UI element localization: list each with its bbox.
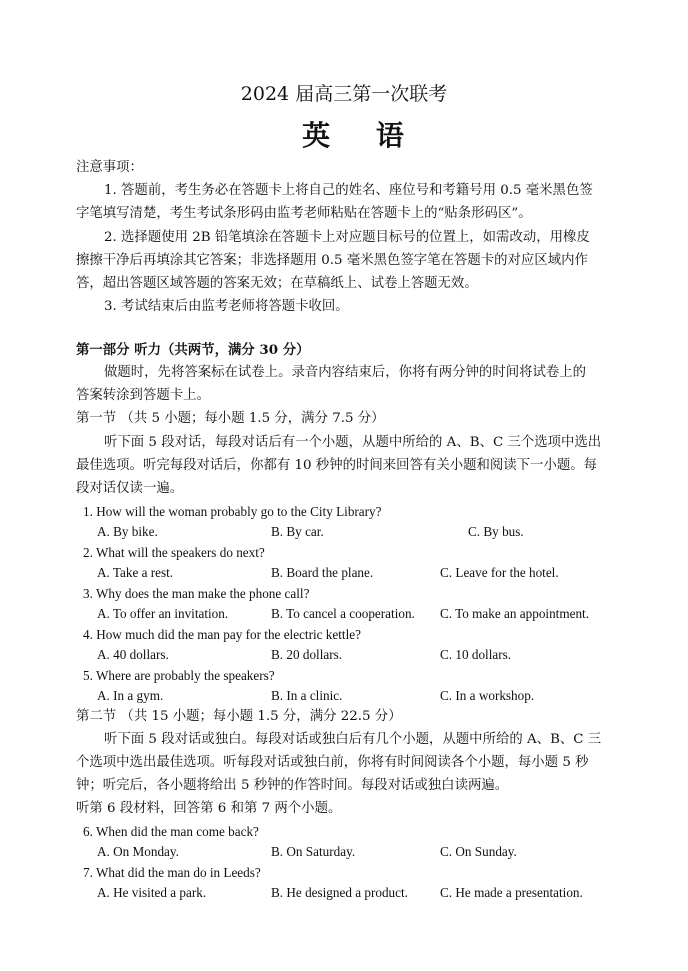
option-c: C. On Sunday. <box>440 844 517 859</box>
option-b: B. In a clinic. <box>271 688 343 703</box>
option-b: B. Board the plane. <box>271 565 374 580</box>
section-heading: 第一节 （共 5 小题；每小题 1.5 分，满分 7.5 分） <box>76 411 385 426</box>
option-c: C. Leave for the hotel. <box>440 565 559 580</box>
section-intro-line: 段对话仅读一遍。 <box>76 481 184 496</box>
option-c: C. 10 dollars. <box>440 647 512 662</box>
notice-line: 3. 考试结束后由监考老师将答题卡收回。 <box>104 299 349 314</box>
option-a: A. By bike. <box>97 524 158 539</box>
option-b: B. To cancel a cooperation. <box>271 606 415 621</box>
section-intro-line: 听下面 5 段对话或独白。每段对话或独白后有几个小题，从题中所给的 A、B、C 三 <box>104 732 602 747</box>
option-c: C. In a workshop. <box>440 688 535 703</box>
section-heading: 第二节 （共 15 小题；每小题 1.5 分，满分 22.5 分） <box>76 709 402 724</box>
part-intro-line: 答案转涂到答题卡上。 <box>76 388 210 403</box>
question-stem: 5. Where are probably the speakers? <box>83 668 275 683</box>
section-intro-line: 个选项中选出最佳选项。听每段对话或独白前，你将有时间阅读各个小题，每小题 5 秒 <box>76 755 589 770</box>
question-stem: 6. When did the man come back? <box>83 824 259 839</box>
option-b: B. He designed a product. <box>271 885 408 900</box>
part-heading: 第一部分 听力（共两节，满分 30 分） <box>76 342 310 358</box>
part-intro-line: 做题时，先将答案标在试卷上。录音内容结束后，你将有两分钟的时间将试卷上的 <box>104 365 587 380</box>
option-a: A. 40 dollars. <box>97 647 169 662</box>
option-b: B. By car. <box>271 524 324 539</box>
subject-title: 英 语 <box>302 119 422 152</box>
option-b: B. 20 dollars. <box>271 647 343 662</box>
section-intro-line: 钟；听完后，各小题将给出 5 秒钟的作答时间。每段对话或独白读两遍。 <box>76 778 509 793</box>
question-stem: 7. What did the man do in Leeds? <box>83 865 261 880</box>
notice-heading: 注意事项： <box>76 160 143 175</box>
option-a: A. He visited a park. <box>97 885 207 900</box>
exam-title: 2024 届高三第一次联考 <box>240 83 448 105</box>
material-note: 听第 6 段材料，回答第 6 和第 7 两个小题。 <box>76 801 342 816</box>
question-stem: 4. How much did the man pay for the electric kettle? <box>83 627 361 642</box>
question-stem: 3. Why does the man make the phone call? <box>83 586 310 601</box>
option-a: A. On Monday. <box>97 844 179 859</box>
option-a: A. In a gym. <box>97 688 164 703</box>
option-b: B. On Saturday. <box>271 844 356 859</box>
notice-line: 2. 选择题使用 2B 铅笔填涂在答题卡上对应题目标号的位置上，如需改动，用橡皮 <box>104 230 590 245</box>
option-c: C. He made a presentation. <box>440 885 583 900</box>
option-a: A. To offer an invitation. <box>97 606 229 621</box>
option-c: C. To make an appointment. <box>440 606 589 621</box>
notice-line: 答，超出答题区域答题的答案无效；在草稿纸上、试卷上答题无效。 <box>76 276 478 291</box>
question-stem: 2. What will the speakers do next? <box>83 545 265 560</box>
section-intro-line: 最佳选项。听完每段对话后，你都有 10 秒钟的时间来回答有关小题和阅读下一小题。每 <box>76 458 598 473</box>
question-stem: 1. How will the woman probably go to the City Library? <box>83 504 382 519</box>
notice-line: 1. 答题前，考生务必在答题卡上将自己的姓名、座位号和考籍号用 0.5 毫米黑色签 <box>104 183 593 198</box>
section-intro-line: 听下面 5 段对话，每段对话后有一个小题，从题中所给的 A、B、C 三个选项中选出 <box>104 435 602 450</box>
option-a: A. Take a rest. <box>97 565 174 580</box>
notice-line: 擦擦干净后再填涂其它答案；非选择题用 0.5 毫米黑色签字笔在答题卡的对应区域内作 <box>76 253 588 268</box>
notice-line: 字笔填写清楚，考生考试条形码由监考老师粘贴在答题卡上的“贴条形码区”。 <box>76 206 532 221</box>
option-c: C. By bus. <box>468 524 524 539</box>
